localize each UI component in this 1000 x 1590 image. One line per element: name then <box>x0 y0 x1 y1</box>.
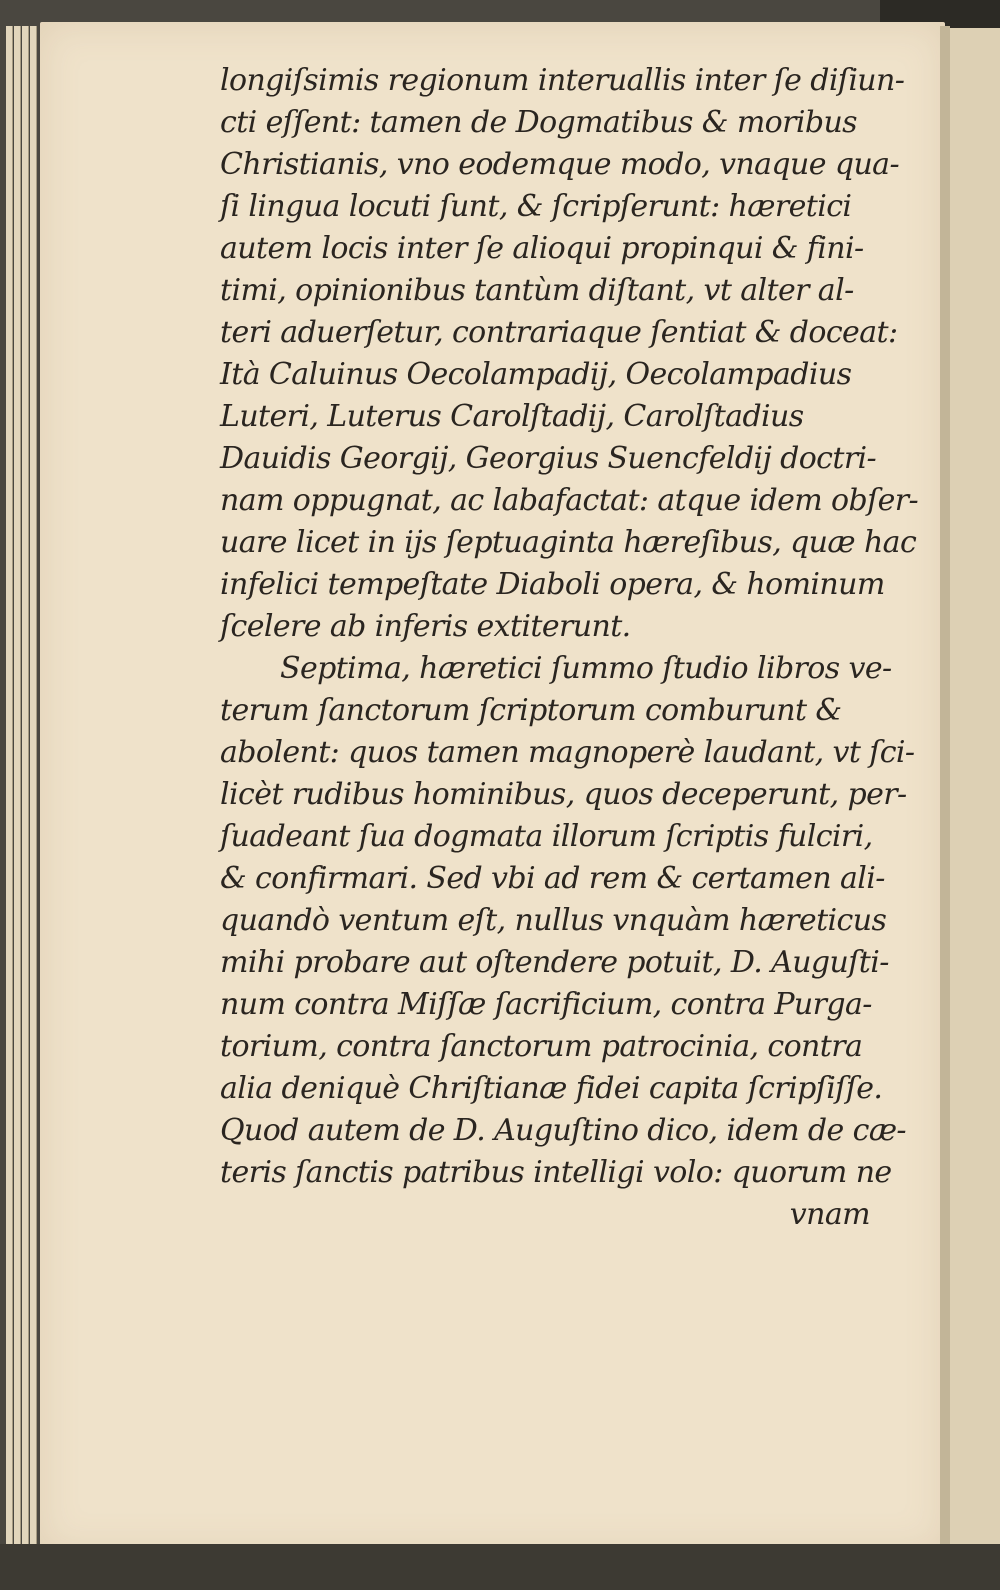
text-line: Christianis, vno eodemque modo, vnaque qua- <box>220 147 899 182</box>
page-edge <box>30 26 37 1550</box>
text-line: Quod autem de D. Auguſtino dico, idem de cæ- <box>220 1113 906 1148</box>
text-line: num contra Miſſæ ſacrificium, contra Purga- <box>220 987 872 1022</box>
page-edge <box>6 26 13 1550</box>
text-line: & confirmari. Sed vbi ad rem & certamen ali- <box>220 861 885 896</box>
text-line: mihi probare aut oſtendere potuit, D. Auguſti- <box>220 945 889 980</box>
text-line: licèt rudibus hominibus, quos deceperunt, per- <box>220 777 907 812</box>
text-line: autem locis inter ſe alioqui propinqui & fini- <box>220 231 864 266</box>
text-line: quandò ventum eſt, nullus vnquàm hæreticus <box>220 903 887 938</box>
page-gutter <box>940 26 950 1552</box>
text-line: longiſsimis regionum interuallis inter ſe diſiun- <box>220 63 905 98</box>
text-line: ſi lingua locuti ſunt, & ſcripſerunt: hæretici <box>220 189 852 224</box>
text-line: teris ſanctis patribus intelligi volo: quorum ne <box>220 1155 892 1190</box>
text-line: uare licet in ijs ſeptuaginta hæreſibus, quæ hac <box>220 525 917 560</box>
text-line: torium, contra ſanctorum patrocinia, contra <box>220 1029 863 1064</box>
text-line: alia deniquè Chriſtianæ fidei capita ſcripſiſſe. <box>220 1071 883 1106</box>
background-bottom <box>0 1544 1000 1590</box>
page-edge <box>22 26 29 1550</box>
text-line: ſcelere ab inferis extiterunt. <box>220 609 631 644</box>
text-line: Ità Caluinus Oecolampadij, Oecolampadius <box>220 357 852 392</box>
page-edge <box>14 26 21 1550</box>
text-line: nam oppugnat, ac labafactat: atque idem obſer- <box>220 483 919 518</box>
text-line: Luteri, Luterus Carolſtadij, Carolſtadius <box>220 399 804 434</box>
page-text <box>220 60 919 1236</box>
text-line: teri aduerſetur, contrariaque ſentiat & doceat: <box>220 315 898 350</box>
text-line: abolent: quos tamen magnoperè laudant, vt ſci- <box>220 735 915 770</box>
text-line: cti eſſent: tamen de Dogmatibus & moribus <box>220 105 857 140</box>
paragraph-start-line: Septima, hæretici ſummo ſtudio libros ve- <box>280 651 892 686</box>
text-line: ſuadeant ſua dogmata illorum ſcriptis fulciri, <box>220 819 873 854</box>
text-line: timi, opinionibus tantùm diſtant, vt alter al- <box>220 273 854 308</box>
text-line: infelici tempeſtate Diaboli opera, & hominum <box>220 567 885 602</box>
catchword: vnam <box>789 1197 870 1232</box>
text-line: Dauidis Georgij, Georgius Suencfeldij doctri- <box>220 441 877 476</box>
text-line: terum ſanctorum ſcriptorum comburunt & <box>220 693 842 728</box>
